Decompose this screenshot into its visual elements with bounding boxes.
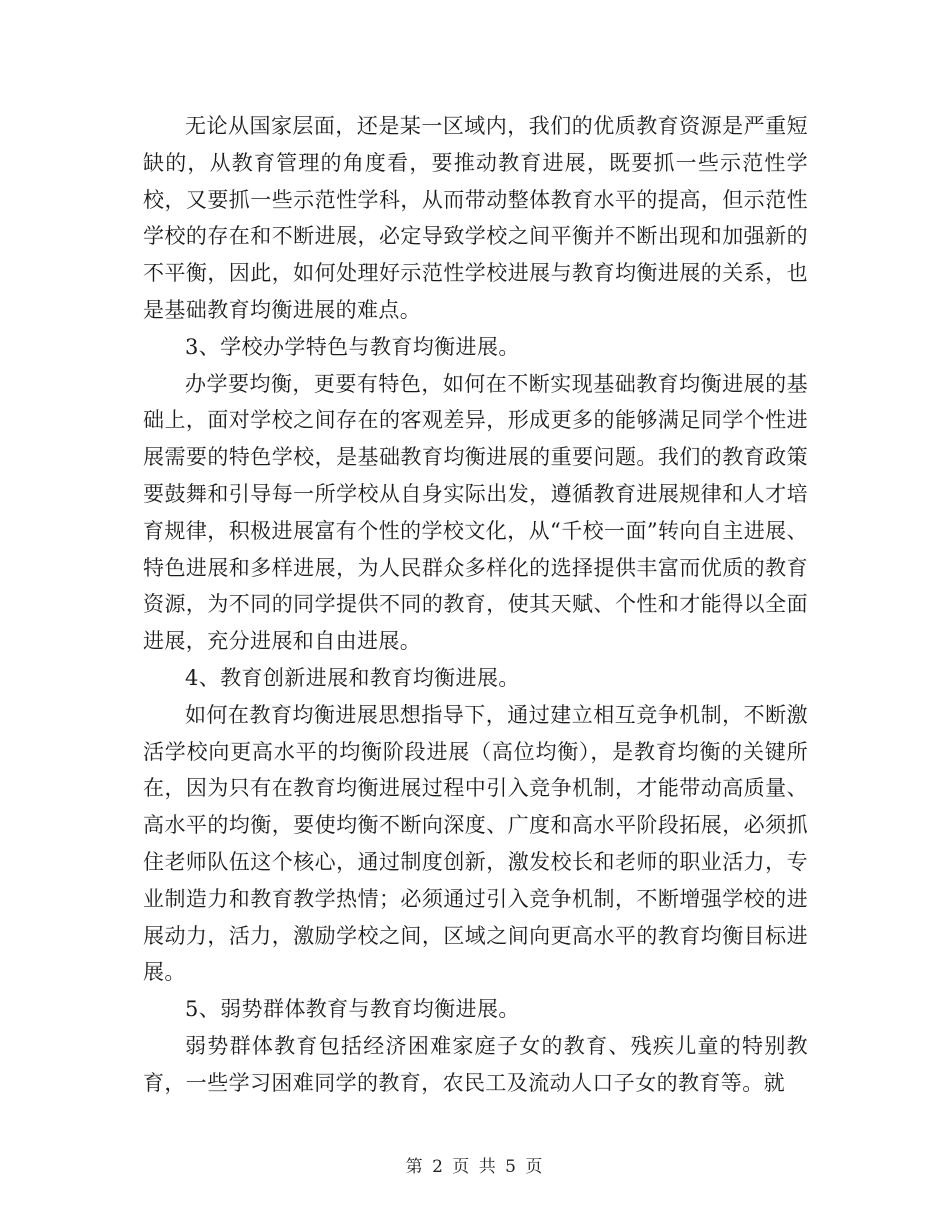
body-paragraph: 弱势群体教育包括经济困难家庭子女的教育、残疾儿童的特别教育，一些学习困难同学的教育，农民工及流动人口子女的教育等。就 — [143, 1033, 808, 1095]
section-heading: 3、学校办学特色与教育均衡进展。 — [185, 334, 520, 359]
document-body — [143, 108, 808, 1102]
body-paragraph: 办学要均衡，更要有特色，如何在不断实现基础教育均衡进展的基础上，面对学校之间存在的客观差异，形成更多的能够满足同学个性进展需要的特色学校，是基础教育均衡进展的重要问题。我们的教育政策要鼓舞和引导每一所学校从自身实际出发，遵循教育进展规律和人才培育规律，积极进展富有个性的学校文化，从“千校一面”转向自主进展、特色进展和多样进展，为人民群众多样化的选择提供丰富而优质的教育资源，为不同的同学提供不同的教育，使其天赋、个性和才能得以全面进展，充分进展和自由进展。 — [143, 371, 808, 654]
section-heading: 4、教育创新进展和教育均衡进展。 — [185, 665, 520, 690]
body-paragraph: 无论从国家层面，还是某一区域内，我们的优质教育资源是严重短缺的，从教育管理的角度看，要推动教育进展，既要抓一些示范性学校，又要抓一些示范性学科，从而带动整体教育水平的提高，但示范性学校的存在和不断进展，必定导致学校之间平衡并不断出现和加强新的不平衡，因此，如何处理好示范性学校进展与教育均衡进展的关系，也是基础教育均衡进展的难点。 — [143, 114, 808, 322]
page-number-footer: 第 2 页 共 5 页 — [405, 1157, 545, 1177]
section-heading: 5、弱势群体教育与教育均衡进展。 — [185, 997, 520, 1022]
body-paragraph: 如何在教育均衡进展思想指导下，通过建立相互竞争机制，不断激活学校向更高水平的均衡阶段进展（高位均衡），是教育均衡的关键所在，因为只有在教育均衡进展过程中引入竞争机制，才能带动高质量、高水平的均衡，要使均衡不断向深度、广度和高水平阶段拓展，必须抓住老师队伍这个核心，通过制度创新，激发校长和老师的职业活力，专业制造力和教育教学热情；必须通过引入竞争机制，不断增强学校的进展动力，活力，激励学校之间，区域之间向更高水平的教育均衡目标进展。 — [143, 702, 808, 985]
